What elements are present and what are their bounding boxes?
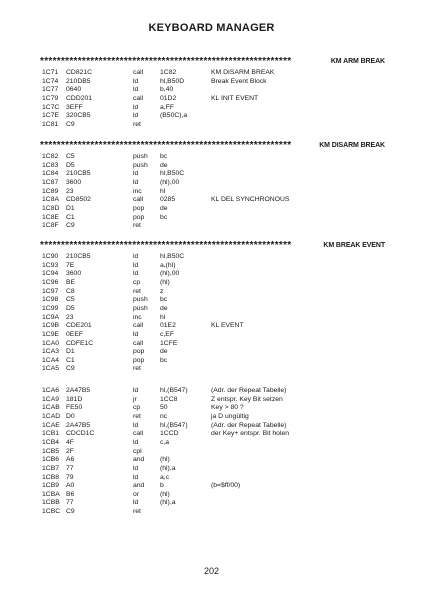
section-header bbox=[40, 240, 385, 251]
code-line bbox=[0, 85, 423, 94]
operand: bc bbox=[160, 356, 168, 364]
address: 1CBC bbox=[42, 508, 61, 516]
address: 1C96 bbox=[42, 278, 59, 286]
opcode-bytes: CDD201 bbox=[66, 95, 93, 102]
code-line bbox=[0, 204, 423, 213]
address: 1C77 bbox=[42, 86, 59, 94]
opcode-bytes: D0 bbox=[66, 412, 75, 420]
address: 1C79 bbox=[42, 95, 59, 102]
address: 1CA4 bbox=[42, 356, 60, 364]
address: 1CA9 bbox=[42, 395, 60, 403]
mnemonic: and bbox=[133, 482, 145, 490]
operand: bc bbox=[160, 296, 168, 304]
opcode-bytes: CDFE1C bbox=[66, 339, 94, 347]
operand: hl,(B547) bbox=[160, 387, 188, 394]
operand: 1CCD bbox=[160, 430, 179, 438]
mnemonic: and bbox=[133, 456, 145, 464]
operand: hl,B50C bbox=[160, 170, 185, 178]
code-line bbox=[0, 278, 423, 287]
mnemonic: ld bbox=[133, 261, 139, 269]
operand: bc bbox=[160, 213, 168, 221]
address: 1C9B bbox=[42, 322, 60, 330]
address: 1C9E bbox=[42, 330, 60, 338]
mnemonic: ld bbox=[133, 421, 139, 429]
address: 1C90 bbox=[42, 253, 59, 260]
operand: hl,B50D bbox=[160, 77, 185, 85]
address: 1C81 bbox=[42, 120, 59, 128]
opcode-bytes: C9 bbox=[66, 120, 75, 128]
address: 1CA6 bbox=[42, 387, 60, 394]
opcode-bytes: C1 bbox=[66, 356, 75, 364]
opcode-bytes: CDCD1C bbox=[66, 430, 95, 438]
code-line bbox=[0, 364, 423, 373]
opcode-bytes: C9 bbox=[66, 508, 75, 516]
operand: a,(hl) bbox=[160, 261, 176, 269]
address: 1C83 bbox=[42, 161, 59, 169]
mnemonic: push bbox=[133, 304, 148, 312]
comment: der Key+ entspr. Bit holen bbox=[211, 430, 290, 438]
opcode-bytes: C9 bbox=[66, 365, 75, 373]
address: 1CA3 bbox=[42, 348, 60, 356]
opcode-bytes: D1 bbox=[66, 348, 75, 356]
mnemonic: pop bbox=[133, 356, 145, 364]
operand: 0285 bbox=[160, 196, 176, 204]
comment: KL DEL SYNCHRONOUS bbox=[211, 196, 290, 204]
operand: 1C82 bbox=[160, 69, 177, 76]
opcode-bytes: FE50 bbox=[66, 404, 83, 412]
code-line bbox=[0, 421, 423, 430]
mnemonic: push bbox=[133, 153, 148, 160]
opcode-bytes: 77 bbox=[66, 499, 74, 507]
operand: (hl),a bbox=[160, 464, 176, 472]
section-header bbox=[40, 56, 385, 67]
operand: de bbox=[160, 304, 168, 312]
address: 1C9A bbox=[42, 313, 60, 321]
operand: de bbox=[160, 161, 168, 169]
section-label: KM ARM BREAK bbox=[328, 56, 385, 67]
opcode-bytes: C1 bbox=[66, 213, 75, 221]
mnemonic: call bbox=[133, 339, 144, 347]
mnemonic: ld bbox=[133, 253, 139, 260]
code-line bbox=[0, 481, 423, 490]
mnemonic: inc bbox=[133, 187, 142, 195]
code-line bbox=[0, 120, 423, 129]
opcode-bytes: CD821C bbox=[66, 69, 93, 76]
comment: KL INIT EVENT bbox=[211, 95, 259, 102]
section-label: KM BREAK EVENT bbox=[320, 240, 385, 251]
opcode-bytes: 210CB5 bbox=[66, 253, 91, 260]
opcode-bytes: CD8502 bbox=[66, 196, 91, 204]
mnemonic: ld bbox=[133, 387, 139, 394]
address: 1C8D bbox=[42, 204, 60, 212]
opcode-bytes: D1 bbox=[66, 204, 75, 212]
mnemonic: call bbox=[133, 69, 144, 76]
address: 1C87 bbox=[42, 178, 59, 186]
address: 1C93 bbox=[42, 261, 59, 269]
operand: 50 bbox=[160, 404, 168, 412]
asterisk-divider: ************************************************************ bbox=[40, 140, 292, 151]
mnemonic: ret bbox=[133, 222, 141, 230]
address: 1C84 bbox=[42, 170, 59, 178]
operand: (hl),00 bbox=[160, 270, 180, 278]
address: 1CB4 bbox=[42, 438, 60, 446]
section-label: KM DISARM BREAK bbox=[316, 140, 385, 151]
address: 1CB9 bbox=[42, 482, 60, 490]
operand: 1CC8 bbox=[160, 395, 178, 403]
mnemonic: ret bbox=[133, 365, 141, 373]
comment: (Adr. der Repeat Tabelle) bbox=[211, 387, 287, 394]
mnemonic: ld bbox=[133, 473, 139, 481]
opcode-bytes: C8 bbox=[66, 287, 75, 295]
address: 1C7E bbox=[42, 112, 60, 120]
operand: hl,B50C bbox=[160, 253, 185, 260]
opcode-bytes: A6 bbox=[66, 456, 75, 464]
opcode-bytes: 7E bbox=[66, 261, 75, 269]
mnemonic: cp bbox=[133, 278, 141, 286]
code-line bbox=[0, 455, 423, 464]
mnemonic: ld bbox=[133, 438, 139, 446]
mnemonic: ld bbox=[133, 178, 139, 186]
opcode-bytes: 23 bbox=[66, 313, 74, 321]
opcode-bytes: 320CB5 bbox=[66, 112, 91, 120]
mnemonic: ld bbox=[133, 464, 139, 472]
opcode-bytes: 79 bbox=[66, 473, 74, 481]
operand: b,40 bbox=[160, 86, 174, 94]
operand: c,a bbox=[160, 438, 170, 446]
operand: (B50C),a bbox=[160, 112, 188, 120]
address: 1CAE bbox=[42, 421, 60, 429]
comment: (b=$ff/00) bbox=[211, 482, 241, 490]
opcode-bytes: D5 bbox=[66, 161, 75, 169]
address: 1C82 bbox=[42, 153, 59, 160]
operand: 01E2 bbox=[160, 322, 176, 330]
mnemonic: ld bbox=[133, 112, 139, 120]
mnemonic: cp bbox=[133, 404, 141, 412]
address: 1C7C bbox=[42, 103, 60, 111]
mnemonic: jr bbox=[133, 395, 137, 403]
opcode-bytes: B6 bbox=[66, 490, 75, 498]
address: 1CA5 bbox=[42, 365, 60, 373]
comment: (Adr. der Repeat Tabelle) bbox=[211, 421, 287, 429]
opcode-bytes: BE bbox=[66, 278, 76, 286]
address: 1C71 bbox=[42, 69, 59, 76]
address: 1C98 bbox=[42, 296, 59, 304]
opcode-bytes: 2A47B5 bbox=[66, 421, 91, 429]
code-line bbox=[0, 187, 423, 196]
code-line bbox=[0, 438, 423, 447]
code-line bbox=[0, 287, 423, 296]
operand: (hl) bbox=[160, 456, 170, 464]
mnemonic: inc bbox=[133, 313, 142, 321]
mnemonic: ld bbox=[133, 270, 139, 278]
mnemonic: ld bbox=[133, 103, 139, 111]
operand: hl bbox=[160, 187, 166, 195]
comment: KL EVENT bbox=[211, 322, 244, 330]
mnemonic: push bbox=[133, 161, 148, 169]
asterisk-divider: ************************************************************ bbox=[40, 240, 292, 251]
operand: (hl),00 bbox=[160, 178, 180, 186]
code-line bbox=[0, 412, 423, 421]
mnemonic: pop bbox=[133, 348, 145, 356]
page-number: 202 bbox=[203, 566, 220, 576]
operand: (hl) bbox=[160, 278, 170, 286]
address: 1C74 bbox=[42, 77, 59, 85]
comment: KM DISARM BREAK bbox=[211, 69, 275, 76]
operand: b bbox=[160, 482, 164, 490]
address: 1CBB bbox=[42, 499, 60, 507]
mnemonic: or bbox=[133, 490, 140, 498]
opcode-bytes: 2A47B5 bbox=[66, 387, 91, 394]
operand: hl,(B547) bbox=[160, 421, 188, 429]
mnemonic: ret bbox=[133, 508, 141, 516]
address: 1C99 bbox=[42, 304, 59, 312]
opcode-bytes: A0 bbox=[66, 482, 75, 490]
operand: z bbox=[160, 287, 164, 295]
code-line bbox=[0, 304, 423, 313]
opcode-bytes: 23 bbox=[66, 187, 74, 195]
opcode-bytes: CDE201 bbox=[66, 322, 92, 330]
address: 1C8F bbox=[42, 222, 59, 230]
code-line bbox=[0, 347, 423, 356]
opcode-bytes: C9 bbox=[66, 222, 75, 230]
mnemonic: call bbox=[133, 95, 144, 102]
code-line bbox=[0, 321, 423, 330]
address: 1CAB bbox=[42, 404, 60, 412]
address: 1CB1 bbox=[42, 430, 60, 438]
address: 1CB7 bbox=[42, 464, 60, 472]
code-line bbox=[0, 152, 423, 161]
opcode-bytes: 4F bbox=[66, 438, 74, 446]
opcode-bytes: 0EEF bbox=[66, 330, 83, 338]
operand: hl bbox=[160, 313, 166, 321]
mnemonic: ret bbox=[133, 120, 141, 128]
address: 1CB8 bbox=[42, 473, 60, 481]
opcode-bytes: 181D bbox=[66, 395, 83, 403]
comment: Key > 80 ? bbox=[211, 404, 244, 412]
opcode-bytes: 210DB5 bbox=[66, 77, 91, 85]
asterisk-divider: ************************************************************ bbox=[40, 56, 292, 67]
mnemonic: call bbox=[133, 430, 144, 438]
code-line bbox=[0, 261, 423, 270]
operand: de bbox=[160, 348, 168, 356]
opcode-bytes: 77 bbox=[66, 464, 74, 472]
address: 1CA0 bbox=[42, 339, 60, 347]
code-line bbox=[0, 507, 423, 516]
operand: 01D2 bbox=[160, 95, 177, 102]
address: 1C8E bbox=[42, 213, 60, 221]
operand: (hl),a bbox=[160, 499, 176, 507]
code-line bbox=[0, 498, 423, 507]
address: 1C94 bbox=[42, 270, 59, 278]
opcode-bytes: 0640 bbox=[66, 86, 82, 94]
operand: nc bbox=[160, 412, 168, 420]
code-line bbox=[0, 68, 423, 77]
mnemonic: ret bbox=[133, 287, 141, 295]
mnemonic: pop bbox=[133, 204, 145, 212]
mnemonic: call bbox=[133, 196, 144, 204]
mnemonic: ld bbox=[133, 77, 139, 85]
operand: bc bbox=[160, 153, 168, 160]
opcode-bytes: 3EFF bbox=[66, 103, 83, 111]
address: 1CAD bbox=[42, 412, 61, 420]
address: 1C89 bbox=[42, 187, 59, 195]
opcode-bytes: 3600 bbox=[66, 270, 82, 278]
opcode-bytes: 3600 bbox=[66, 178, 82, 186]
operand: a,FF bbox=[160, 103, 174, 111]
page-title: KEYBOARD MANAGER bbox=[148, 22, 275, 34]
comment: Z entspr. Key Bit setzen bbox=[211, 395, 283, 403]
mnemonic: pop bbox=[133, 213, 145, 221]
mnemonic: ld bbox=[133, 86, 139, 94]
operand: a,c bbox=[160, 473, 170, 481]
address: 1CBA bbox=[42, 490, 60, 498]
mnemonic: ld bbox=[133, 170, 139, 178]
address: 1C8A bbox=[42, 196, 60, 204]
address: 1C97 bbox=[42, 287, 59, 295]
operand: (hl) bbox=[160, 490, 170, 498]
operand: de bbox=[160, 204, 168, 212]
opcode-bytes: C5 bbox=[66, 296, 75, 304]
address: 1CB6 bbox=[42, 456, 60, 464]
code-line bbox=[0, 178, 423, 187]
operand: 1CFE bbox=[160, 339, 178, 347]
mnemonic: push bbox=[133, 296, 148, 304]
address: 1CB5 bbox=[42, 447, 60, 455]
comment: ja D ungültig bbox=[211, 412, 249, 420]
mnemonic: ld bbox=[133, 499, 139, 507]
code-line bbox=[0, 395, 423, 404]
mnemonic: ld bbox=[133, 330, 139, 338]
operand: c,EF bbox=[160, 330, 174, 338]
mnemonic: ret bbox=[133, 412, 141, 420]
opcode-bytes: 210CB5 bbox=[66, 170, 91, 178]
mnemonic: call bbox=[133, 322, 144, 330]
code-line bbox=[0, 103, 423, 112]
comment: Break Event Block bbox=[211, 77, 267, 85]
opcode-bytes: 2F bbox=[66, 447, 74, 455]
mnemonic: cpl bbox=[133, 447, 142, 455]
code-line bbox=[0, 221, 423, 230]
opcode-bytes: D5 bbox=[66, 304, 75, 312]
opcode-bytes: C5 bbox=[66, 153, 75, 160]
section-header bbox=[40, 140, 385, 151]
